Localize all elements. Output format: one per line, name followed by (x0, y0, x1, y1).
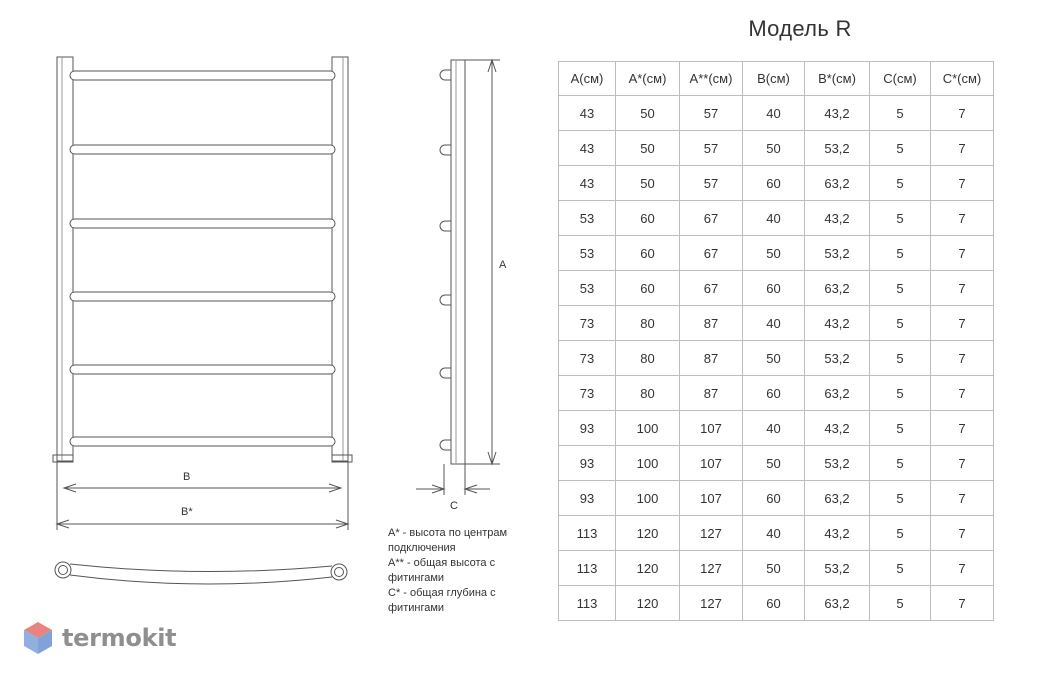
table-cell: 73 (559, 341, 616, 376)
table-cell: 67 (680, 236, 743, 271)
table-cell: 43 (559, 96, 616, 131)
table-cell: 107 (680, 481, 743, 516)
table-cell: 127 (680, 551, 743, 586)
table-cell: 113 (559, 551, 616, 586)
table-cell: 50 (616, 131, 680, 166)
table-cell: 80 (616, 376, 680, 411)
table-cell: 107 (680, 446, 743, 481)
table-cell: 60 (743, 481, 805, 516)
table-cell: 57 (680, 166, 743, 201)
table-cell: 43,2 (805, 96, 870, 131)
table-cell: 53 (559, 201, 616, 236)
table-cell: 5 (870, 166, 931, 201)
table-row (559, 96, 994, 131)
table-cell: 50 (743, 551, 805, 586)
dimension-c-label: C (450, 500, 458, 512)
dimension-b-star-label: B* (181, 506, 193, 518)
table-cell: 7 (931, 446, 994, 481)
table-cell: 43,2 (805, 201, 870, 236)
column-header: A*(см) (616, 62, 680, 96)
table-cell: 5 (870, 131, 931, 166)
table-cell: 120 (616, 516, 680, 551)
table-cell: 53,2 (805, 446, 870, 481)
table-cell: 7 (931, 271, 994, 306)
table-row (559, 411, 994, 446)
plan-view (55, 562, 347, 584)
table-cell: 63,2 (805, 481, 870, 516)
table-cell: 100 (616, 481, 680, 516)
table-cell: 63,2 (805, 586, 870, 621)
table-row (559, 236, 994, 271)
rung (70, 292, 335, 301)
table-cell: 73 (559, 376, 616, 411)
table-cell: 50 (616, 96, 680, 131)
table-cell: 5 (870, 446, 931, 481)
column-header: A(см) (559, 62, 616, 96)
table-cell: 5 (870, 376, 931, 411)
table-row (559, 446, 994, 481)
column-header: B(см) (743, 62, 805, 96)
table-cell: 7 (931, 201, 994, 236)
table-cell: 50 (743, 131, 805, 166)
side-post (451, 60, 465, 464)
table-cell: 120 (616, 586, 680, 621)
table-row (559, 551, 994, 586)
table-cell: 5 (870, 271, 931, 306)
table-cell: 80 (616, 341, 680, 376)
table-cell: 7 (931, 96, 994, 131)
side-view (416, 60, 500, 495)
table-cell: 100 (616, 411, 680, 446)
table-cell: 7 (931, 341, 994, 376)
table-cell: 7 (931, 236, 994, 271)
table-cell: 60 (616, 201, 680, 236)
table-cell: 7 (931, 376, 994, 411)
table-cell: 50 (743, 236, 805, 271)
legend-item: A** - общая высота с фитингами (388, 557, 496, 584)
table-cell: 7 (931, 411, 994, 446)
table-row (559, 586, 994, 621)
table-cell: 7 (931, 516, 994, 551)
table-cell: 60 (616, 271, 680, 306)
table-row (559, 341, 994, 376)
table-cell: 93 (559, 481, 616, 516)
dimension-b-label: B (183, 471, 191, 483)
table-cell: 87 (680, 376, 743, 411)
column-header: C*(см) (931, 62, 994, 96)
table-cell: 5 (870, 481, 931, 516)
table-cell: 107 (680, 411, 743, 446)
table-cell: 53,2 (805, 341, 870, 376)
left-post (57, 57, 73, 461)
column-header: A**(см) (680, 62, 743, 96)
table-cell: 40 (743, 201, 805, 236)
dimension-a-label: A (499, 259, 507, 271)
table-cell: 5 (870, 201, 931, 236)
table-row (559, 516, 994, 551)
hexagon-logo-icon (22, 620, 54, 656)
legend-item: A* - высота по центрам подключения (388, 527, 508, 554)
table-cell: 93 (559, 411, 616, 446)
table-cell: 7 (931, 481, 994, 516)
table-cell: 100 (616, 446, 680, 481)
table-row (559, 306, 994, 341)
table-row (559, 201, 994, 236)
table-cell: 57 (680, 96, 743, 131)
table-cell: 43,2 (805, 411, 870, 446)
table-cell: 53 (559, 236, 616, 271)
table-cell: 43 (559, 131, 616, 166)
table-cell: 5 (870, 306, 931, 341)
table-cell: 53 (559, 271, 616, 306)
table-cell: 7 (931, 131, 994, 166)
table-cell: 120 (616, 551, 680, 586)
rung (70, 437, 335, 446)
table-row (559, 166, 994, 201)
front-view (53, 57, 352, 530)
page-title: Модель R (748, 16, 852, 41)
table-cell: 40 (743, 96, 805, 131)
table-cell: 57 (680, 131, 743, 166)
table-cell: 7 (931, 586, 994, 621)
table-cell: 7 (931, 166, 994, 201)
right-post (332, 57, 348, 461)
table-cell: 63,2 (805, 271, 870, 306)
table-cell: 53,2 (805, 551, 870, 586)
table-cell: 5 (870, 411, 931, 446)
table-cell: 40 (743, 411, 805, 446)
table-cell: 60 (743, 586, 805, 621)
rung (70, 145, 335, 154)
legend (388, 526, 538, 616)
table-cell: 53,2 (805, 131, 870, 166)
table-cell: 50 (743, 446, 805, 481)
rung (70, 365, 335, 374)
table-cell: 127 (680, 586, 743, 621)
rung (70, 219, 335, 228)
table-cell: 60 (616, 236, 680, 271)
table-cell: 5 (870, 551, 931, 586)
table-cell: 93 (559, 446, 616, 481)
table-cell: 5 (870, 341, 931, 376)
table-cell: 73 (559, 306, 616, 341)
brand-logo (22, 620, 176, 656)
table-header-row (559, 62, 994, 96)
table-cell: 7 (931, 306, 994, 341)
table-cell: 50 (616, 166, 680, 201)
table-row (559, 481, 994, 516)
table-cell: 5 (870, 236, 931, 271)
column-header: C(см) (870, 62, 931, 96)
brand-name: termokit (62, 624, 177, 652)
table-cell: 50 (743, 341, 805, 376)
table-row (559, 271, 994, 306)
table-cell: 113 (559, 586, 616, 621)
rungs (70, 71, 335, 446)
table-cell: 5 (870, 516, 931, 551)
table-cell: 113 (559, 516, 616, 551)
table-cell: 43,2 (805, 516, 870, 551)
table-cell: 43,2 (805, 306, 870, 341)
table-cell: 40 (743, 306, 805, 341)
table-cell: 63,2 (805, 166, 870, 201)
table-cell: 5 (870, 586, 931, 621)
table-cell: 60 (743, 166, 805, 201)
table-cell: 53,2 (805, 236, 870, 271)
table-cell: 87 (680, 306, 743, 341)
table-cell: 63,2 (805, 376, 870, 411)
table-row (559, 376, 994, 411)
table-cell: 67 (680, 201, 743, 236)
table-cell: 7 (931, 551, 994, 586)
table-cell: 67 (680, 271, 743, 306)
table-cell: 60 (743, 376, 805, 411)
table-row (559, 131, 994, 166)
table-cell: 5 (870, 96, 931, 131)
table-cell: 43 (559, 166, 616, 201)
column-header: B*(см) (805, 62, 870, 96)
table-cell: 87 (680, 341, 743, 376)
table-cell: 127 (680, 516, 743, 551)
legend-item: C* - общая глубина с фитингами (388, 587, 496, 614)
rung (70, 71, 335, 80)
table-body (559, 96, 994, 621)
table-cell: 40 (743, 516, 805, 551)
spec-table (558, 61, 994, 621)
table-cell: 60 (743, 271, 805, 306)
table-cell: 80 (616, 306, 680, 341)
